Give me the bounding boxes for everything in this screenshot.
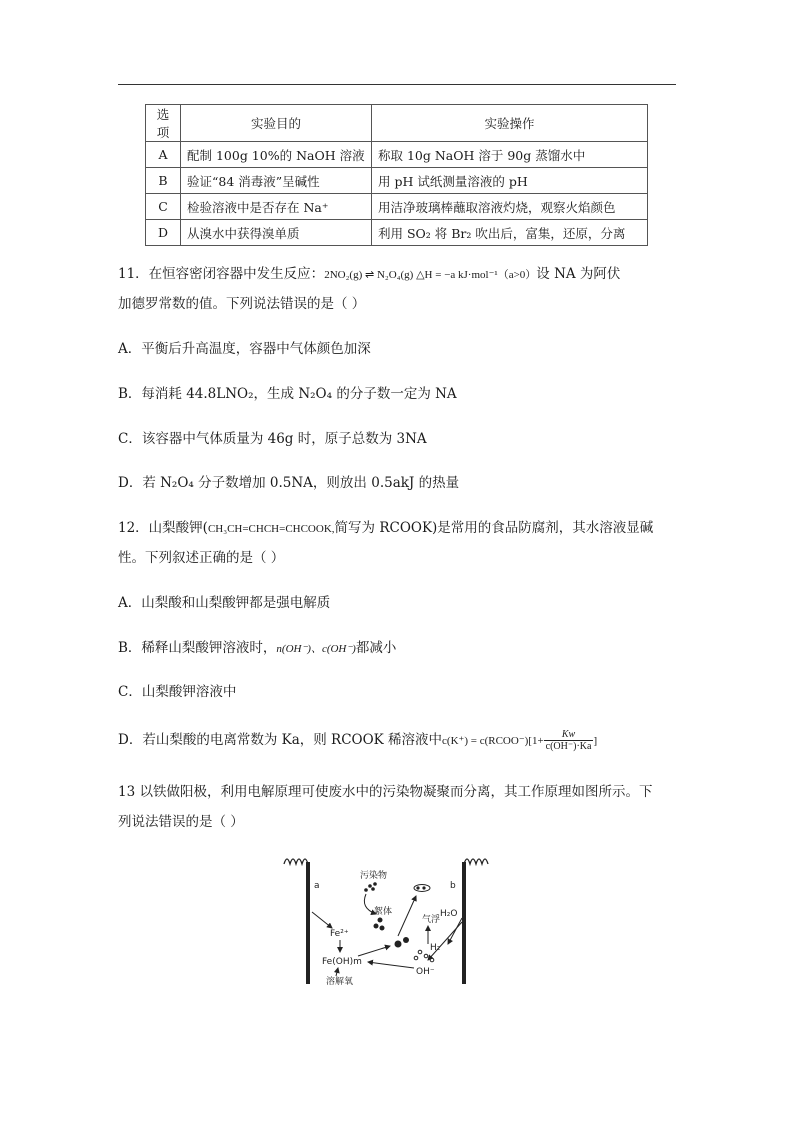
floating-floc-icon	[414, 885, 430, 892]
q12-option-d	[118, 725, 597, 756]
row-operation: 称取 10g NaOH 溶于 90g 蒸馏水中	[372, 142, 648, 168]
electrode-a	[306, 862, 310, 984]
col-header-goal: 实验目的	[181, 105, 372, 142]
fraction-numerator: Kw	[544, 729, 594, 741]
experiment-table	[145, 104, 648, 246]
table-row	[146, 194, 648, 220]
q12-option-b	[118, 633, 396, 664]
q12-option-a: A．山梨酸和山梨酸钾都是强电解质	[118, 595, 331, 611]
q13-stem-line2: 列说法错误的是（ ）	[118, 814, 244, 830]
fraction-denominator: c(OH⁻)·Ka	[545, 741, 592, 752]
table-row	[146, 168, 648, 194]
dissolved-oxygen-label: 溶解氧	[326, 977, 354, 987]
float-label: 气浮	[422, 915, 441, 925]
q11-stem-a: 11．在恒容密闭容器中发生反应：	[118, 266, 325, 282]
q12-option-d-math: c(K⁺) = c(RCOO⁻)[1+	[442, 735, 544, 747]
q12-stem-line1	[118, 513, 653, 544]
fe2-label: Fe²⁺	[330, 929, 349, 939]
col-header-option: 选项	[146, 105, 181, 142]
row-goal: 验证“84 消毒液”呈碱性	[181, 168, 372, 194]
q12-stem-b: 简写为 RCOOK)是常用的食品防腐剂，其水溶液显碱	[334, 520, 654, 536]
row-goal: 检验溶液中是否存在 Na⁺	[181, 194, 372, 220]
q12-stem-line2: 性。下列叙述正确的是（ ）	[118, 550, 285, 566]
q12-formula: CH₃CH=CHCH=CHCOOK,	[207, 523, 335, 535]
col-header-operation: 实验操作	[372, 105, 648, 142]
q12-option-d-close: ]	[593, 735, 598, 747]
q12-option-b-text: B．稀释山梨酸钾溶液时，	[118, 640, 277, 656]
row-operation: 利用 SO₂ 将 Br₂ 吹出后，富集，还原，分离	[372, 220, 648, 246]
row-option: A	[146, 142, 181, 168]
q12-option-d-text: D．若山梨酸的电离常数为 Ka，则 RCOOK 稀溶液中	[118, 732, 443, 748]
electrode-a-label: a	[314, 881, 320, 891]
header-rule	[118, 84, 676, 85]
table-row	[146, 220, 648, 246]
q13-stem-line1: 13 以铁做阳极，利用电解原理可使废水中的污染物凝聚而分离，其工作原理如图所示。下	[118, 784, 653, 800]
q11-stem-line1	[118, 259, 620, 290]
q11-option-d: D．若 N₂O₄ 分子数增加 0.5NA，则放出 0.5akJ 的热量	[118, 475, 460, 491]
q11-option-b: B．每消耗 44.8LNO₂，生成 N₂O₄ 的分子数一定为 NA	[118, 386, 457, 402]
row-option: B	[146, 168, 181, 194]
row-option: C	[146, 194, 181, 220]
row-goal: 从溴水中获得溴单质	[181, 220, 372, 246]
row-operation: 用 pH 试纸测量溶液的 pH	[372, 168, 648, 194]
row-goal: 配制 100g 10%的 NaOH 溶液	[181, 142, 372, 168]
electrode-b	[462, 862, 466, 984]
right-wire-coil	[464, 859, 488, 864]
fe-oh-label: Fe(OH)m	[322, 957, 362, 967]
hydrogen-label: H₂	[430, 943, 441, 953]
q11-stem-b: 设 NA 为阿伏	[536, 266, 621, 282]
row-operation: 用洁净玻璃棒蘸取溶液灼烧，观察火焰颜色	[372, 194, 648, 220]
row-option: D	[146, 220, 181, 246]
q11-reaction: 2NO₂(g) ⇌ N₂O₄(g) △H = −a kJ·mol⁻¹（a>0）	[324, 269, 537, 281]
q11-option-c: C．该容器中气体质量为 46g 时，原子总数为 3NA	[118, 431, 427, 447]
q12-stem-a: 12．山梨酸钾(	[118, 520, 208, 536]
q12-option-b-tail: 都减小	[355, 640, 397, 656]
q12-option-c: C．山梨酸钾溶液中	[118, 684, 237, 700]
table-row	[146, 142, 648, 168]
table-header-row	[146, 105, 648, 142]
pollutant-label: 污染物	[360, 871, 388, 881]
q11-stem-line2: 加德罗常数的值。下列说法错误的是（ ）	[118, 296, 366, 312]
electrode-b-label: b	[450, 881, 456, 891]
left-wire-coil	[284, 859, 308, 864]
hydroxide-label: OH⁻	[416, 967, 435, 977]
q11-option-a: A．平衡后升高温度，容器中气体颜色加深	[118, 341, 371, 357]
q12-fraction	[544, 729, 594, 752]
floc-label: 絮体	[374, 907, 393, 917]
electrolysis-diagram	[280, 848, 510, 988]
q12-option-b-math: n(OH⁻)、c(OH⁻)	[276, 643, 356, 655]
water-label: H₂O	[440, 909, 458, 919]
